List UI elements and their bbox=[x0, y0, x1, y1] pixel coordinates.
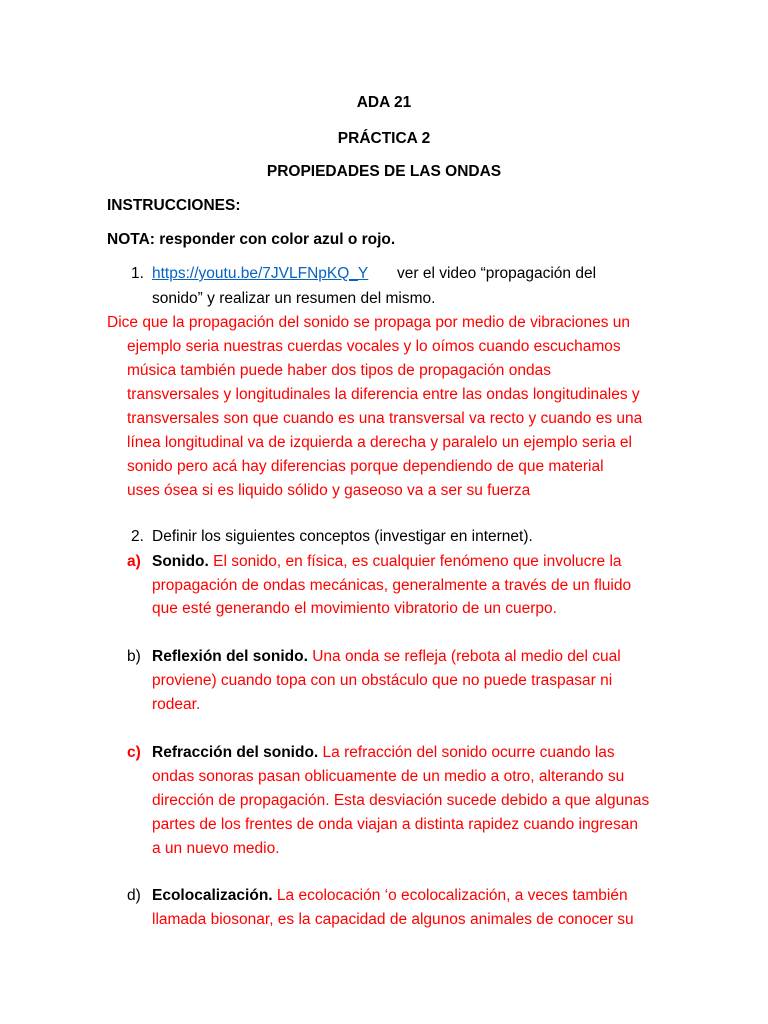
item-b-marker: b) bbox=[127, 648, 141, 665]
item-c-definition: La refracción del sonido ocurre cuando las bbox=[322, 744, 615, 761]
item-b-definition: proviene) cuando topa con un obstáculo que no puede traspasar ni bbox=[152, 672, 613, 689]
video-link[interactable]: https://youtu.be/7JVLFNpKQ_Y bbox=[152, 265, 369, 282]
item-c-definition: dirección de propagación. Esta desviación sucede debido a que algunas bbox=[152, 792, 650, 809]
item-a-line bbox=[152, 553, 622, 571]
item-d-term: Ecolocalización. bbox=[152, 887, 273, 904]
answer-1-line: música también puede haber dos tipos de propagación ondas bbox=[127, 362, 551, 379]
item-c-marker: c) bbox=[127, 744, 141, 761]
item-d-definition: La ecolocación ‘o ecolocalización, a veces también bbox=[276, 887, 628, 904]
answer-1-line: ejemplo seria nuestras cuerdas vocales y lo oímos cuando escuchamos bbox=[127, 338, 621, 355]
doc-title-practica: PRÁCTICA 2 bbox=[337, 130, 431, 147]
answer-1-line: Dice que la propagación del sonido se propaga por medio de vibraciones un bbox=[107, 314, 631, 331]
item-2-number: 2. bbox=[131, 528, 144, 545]
doc-title-ada: ADA 21 bbox=[356, 94, 412, 111]
item-2-text: Definir los siguientes conceptos (investigar en internet). bbox=[152, 528, 533, 545]
note-text: NOTA: responder con color azul o rojo. bbox=[107, 231, 396, 248]
item-b-definition: Una onda se refleja (rebota al medio del cual bbox=[312, 648, 621, 665]
item-d-definition: llamada biosonar, es la capacidad de algunos animales de conocer su bbox=[152, 911, 634, 928]
item-d-marker: d) bbox=[127, 887, 141, 904]
instructions-label: INSTRUCCIONES: bbox=[107, 197, 241, 214]
item-c-definition: partes de los frentes de onda viajan a distinta rapidez cuando ingresan bbox=[152, 816, 638, 833]
answer-1-line: sonido pero acá hay diferencias porque dependiendo de que material bbox=[127, 458, 604, 475]
item-d-line bbox=[152, 887, 628, 905]
answer-1-line: uses ósea si es liquido sólido y gaseoso va a ser su fuerza bbox=[127, 482, 531, 499]
item-c-line bbox=[152, 744, 615, 762]
item-a-definition: El sonido, en física, es cualquier fenómeno que involucre la bbox=[213, 553, 622, 570]
answer-1-line: transversales son que cuando es una transversal va recto y cuando es una bbox=[127, 410, 643, 427]
item-1-text-cont: sonido” y realizar un resumen del mismo. bbox=[152, 290, 436, 307]
item-c-definition: ondas sonoras pasan oblicuamente de un medio a otro, alterando su bbox=[152, 768, 625, 785]
answer-1-line: línea longitudinal va de izquierda a derecha y paralelo un ejemplo seria el bbox=[127, 434, 632, 451]
item-b-definition: rodear. bbox=[152, 696, 201, 713]
item-b-line bbox=[152, 648, 621, 666]
item-1-text: ver el video “propagación del bbox=[397, 265, 597, 282]
doc-title-propiedades: PROPIEDADES DE LAS ONDAS bbox=[266, 163, 502, 180]
item-a-definition: propagación de ondas mecánicas, generalmente a través de un fluido bbox=[152, 577, 632, 594]
item-b-term: Reflexión del sonido. bbox=[152, 648, 308, 665]
item-c-definition: a un nuevo medio. bbox=[152, 840, 280, 857]
answer-1-line: transversales y longitudinales la diferencia entre las ondas longitudinales y bbox=[127, 386, 640, 403]
item-1-number: 1. bbox=[131, 265, 144, 282]
item-c-term: Refracción del sonido. bbox=[152, 744, 319, 761]
item-a-term: Sonido. bbox=[152, 553, 209, 570]
item-a-definition: que esté generando el movimiento vibratorio de un cuerpo. bbox=[152, 600, 557, 617]
item-a-marker: a) bbox=[127, 553, 141, 570]
